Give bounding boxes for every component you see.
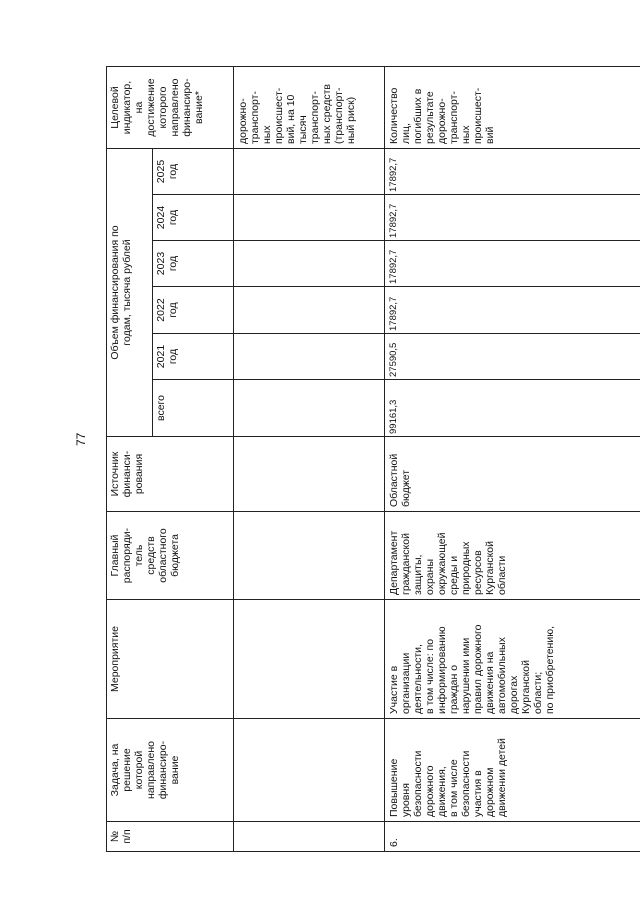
table-border-left [106,851,640,852]
header-2022: 2022 год [155,298,179,322]
row6-2023: 17892,7 [388,249,399,284]
header-indicator: Целевой индикатор, на достижение которого направлено финансиро- вание* [109,78,205,137]
row6-event: Участие в организации деятельности, в том числе: по информированию граждан о нарушении ими правил дорожного движения на автомобильных дорогах Курганской области; по приобретению, [388,624,556,714]
row6-indicator: Количество лиц, погибших в результате дорожно- транспорт- ных происшест- вий [388,87,496,144]
row6-source: Областной бюджет [388,453,412,507]
header-2023: 2023 год [155,251,179,276]
header-2024: 2024 год [155,205,179,230]
header-volume: Объем финансирования по годам, тысяча рублей [109,225,133,360]
page-number: 77 [74,432,88,446]
row6-num: 6. [388,838,400,847]
row6-2025: 17892,7 [388,157,399,192]
financing-table [106,66,640,852]
header-2021: 2021 год [155,344,179,369]
row6-2021: 27590,5 [388,342,399,377]
row6-total: 99161,3 [388,399,399,434]
row6-task: Повышение уровня безопасности дорожного движения, в том числе безопасности участия в дорожном движении детей [388,738,508,817]
header-source: Источник финанси- рования [109,450,145,498]
header-row-divider [233,66,234,852]
header-event: Мероприятие [109,626,121,692]
continuation-indicator: дорожно- транспорт- ных происшест- вий, на 10 тысяч транспорт- ных средств (транспорт- ный риск) [237,84,357,144]
header-task: Задача, на решение которой направлено финансиро- вание [109,740,181,800]
row6-admin: Департамент гражданской защиты, охраны окружающей среды и природных ресурсов Курганской области [388,530,508,595]
continuation-row-divider [384,66,385,852]
row6-2022: 17892,7 [388,296,399,331]
header-total: всего [155,395,167,421]
header-admin: Главный распоряди- тель средств областного бюджета [109,527,181,584]
header-num: № п/п [109,829,133,844]
header-2025: 2025 год [155,159,179,184]
row6-2024: 17892,7 [388,203,399,238]
